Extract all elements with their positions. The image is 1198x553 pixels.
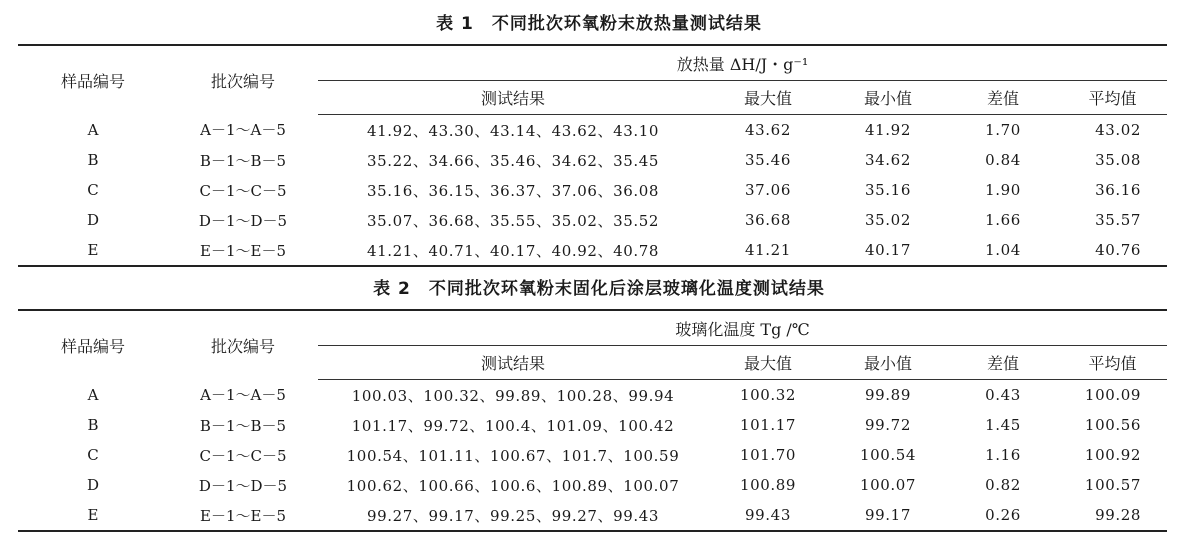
table1-caption: 表 1 不同批次环氧粉末放热量测试结果 <box>436 14 762 34</box>
cell-sample: E <box>87 241 99 259</box>
cell-diff: 1.04 <box>985 241 1021 259</box>
col-header-batch: 批次编号 <box>210 71 275 91</box>
cell-max: 43.62 <box>745 121 791 139</box>
cell-min: 40.17 <box>865 241 911 259</box>
cell-min: 34.62 <box>865 151 911 169</box>
cell-batch: C－1～C－5 <box>199 181 287 200</box>
cell-results: 100.54、101.11、100.67、101.7、100.59 <box>346 446 680 465</box>
cell-avg: 100.57 <box>1084 476 1142 494</box>
cell-sample: C <box>87 181 99 199</box>
cell-results: 100.62、100.66、100.6、100.89、100.07 <box>346 476 680 495</box>
table-row <box>18 440 1167 470</box>
cell-batch: E－1～E－5 <box>200 506 286 525</box>
cell-batch: E－1～E－5 <box>200 241 286 260</box>
cell-batch: C－1～C－5 <box>199 446 287 465</box>
col-header-batch: 批次编号 <box>210 336 275 356</box>
cell-min: 99.17 <box>865 506 911 524</box>
col-header-min: 最小值 <box>828 346 948 380</box>
cell-results: 41.21、40.71、40.17、40.92、40.78 <box>366 241 660 260</box>
cell-diff: 1.70 <box>985 121 1021 139</box>
col-header-sample: 样品编号 <box>60 71 125 91</box>
col-header-avg: 平均值 <box>1058 81 1167 115</box>
table2 <box>18 309 1167 532</box>
cell-min: 99.72 <box>865 416 911 434</box>
cell-results: 99.27、99.17、99.25、99.27、99.43 <box>366 506 660 525</box>
cell-batch: A－1～A－5 <box>200 121 286 140</box>
cell-max: 37.06 <box>745 181 791 199</box>
cell-sample: D <box>86 476 100 494</box>
col-header-max: 最大值 <box>708 346 828 380</box>
cell-batch: D－1～D－5 <box>198 211 288 230</box>
cell-results: 100.03、100.32、99.89、100.28、99.94 <box>351 386 675 405</box>
table-row <box>18 380 1167 411</box>
cell-max: 35.46 <box>745 151 791 169</box>
cell-min: 35.02 <box>865 211 911 229</box>
cell-max: 100.32 <box>739 386 797 404</box>
cell-batch: B－1～B－5 <box>199 151 287 170</box>
cell-avg: 100.92 <box>1084 446 1142 464</box>
table1 <box>18 44 1167 267</box>
cell-avg: 100.09 <box>1084 386 1142 404</box>
cell-max: 100.89 <box>739 476 797 494</box>
cell-diff: 1.16 <box>985 446 1021 464</box>
cell-diff: 1.66 <box>985 211 1021 229</box>
table-row <box>18 205 1167 235</box>
cell-diff: 0.82 <box>985 476 1021 494</box>
table-row <box>18 500 1167 531</box>
cell-diff: 1.45 <box>985 416 1021 434</box>
cell-avg: 36.16 <box>1095 181 1142 199</box>
cell-sample: D <box>86 211 100 229</box>
cell-batch: A－1～A－5 <box>200 386 286 405</box>
cell-avg: 99.28 <box>1095 506 1142 524</box>
cell-max: 36.68 <box>745 211 791 229</box>
cell-min: 35.16 <box>865 181 911 199</box>
cell-sample: E <box>87 506 99 524</box>
cell-diff: 1.90 <box>985 181 1021 199</box>
col-header-max: 最大值 <box>708 81 828 115</box>
cell-avg: 40.76 <box>1095 241 1142 259</box>
cell-diff: 0.84 <box>985 151 1021 169</box>
cell-sample: B <box>87 416 99 434</box>
cell-max: 101.17 <box>739 416 797 434</box>
cell-results: 35.16、36.15、36.37、37.06、36.08 <box>366 181 660 200</box>
cell-min: 99.89 <box>865 386 911 404</box>
col-header-results: 测试结果 <box>318 346 708 380</box>
cell-batch: B－1～B－5 <box>199 416 287 435</box>
group-header: 玻璃化温度 Tg /℃ <box>318 310 1167 346</box>
cell-avg: 35.08 <box>1095 151 1142 169</box>
cell-results: 101.17、99.72、100.4、101.09、100.42 <box>351 416 675 435</box>
table-row <box>18 175 1167 205</box>
table-row <box>18 470 1167 500</box>
cell-max: 101.70 <box>739 446 797 464</box>
cell-sample: C <box>87 446 99 464</box>
cell-results: 35.22、34.66、35.46、34.62、35.45 <box>366 151 660 170</box>
table-row <box>18 115 1167 146</box>
table2-caption: 表 2 不同批次环氧粉末固化后涂层玻璃化温度测试结果 <box>373 279 825 299</box>
cell-sample: B <box>87 151 99 169</box>
col-header-diff: 差值 <box>948 346 1058 380</box>
col-header-results: 测试结果 <box>318 81 708 115</box>
cell-min: 100.54 <box>859 446 917 464</box>
cell-avg: 100.56 <box>1084 416 1142 434</box>
cell-batch: D－1～D－5 <box>198 476 288 495</box>
cell-avg: 43.02 <box>1095 121 1142 139</box>
cell-min: 41.92 <box>865 121 911 139</box>
col-header-sample: 样品编号 <box>60 336 125 356</box>
table-row <box>18 410 1167 440</box>
cell-diff: 0.43 <box>985 386 1021 404</box>
table-row <box>18 235 1167 266</box>
col-header-avg: 平均值 <box>1058 346 1167 380</box>
cell-sample: A <box>87 120 99 139</box>
cell-avg: 35.57 <box>1095 211 1142 229</box>
cell-results: 35.07、36.68、35.55、35.02、35.52 <box>366 211 660 230</box>
cell-results: 41.92、43.30、43.14、43.62、43.10 <box>366 121 660 140</box>
col-header-diff: 差值 <box>948 81 1058 115</box>
cell-min: 100.07 <box>859 476 917 494</box>
group-header: 放热量 ΔH/J・g⁻¹ <box>318 45 1167 81</box>
cell-max: 99.43 <box>745 506 791 524</box>
table-row <box>18 145 1167 175</box>
col-header-min: 最小值 <box>828 81 948 115</box>
cell-diff: 0.26 <box>985 506 1021 524</box>
cell-sample: A <box>87 385 99 404</box>
cell-max: 41.21 <box>745 241 791 259</box>
